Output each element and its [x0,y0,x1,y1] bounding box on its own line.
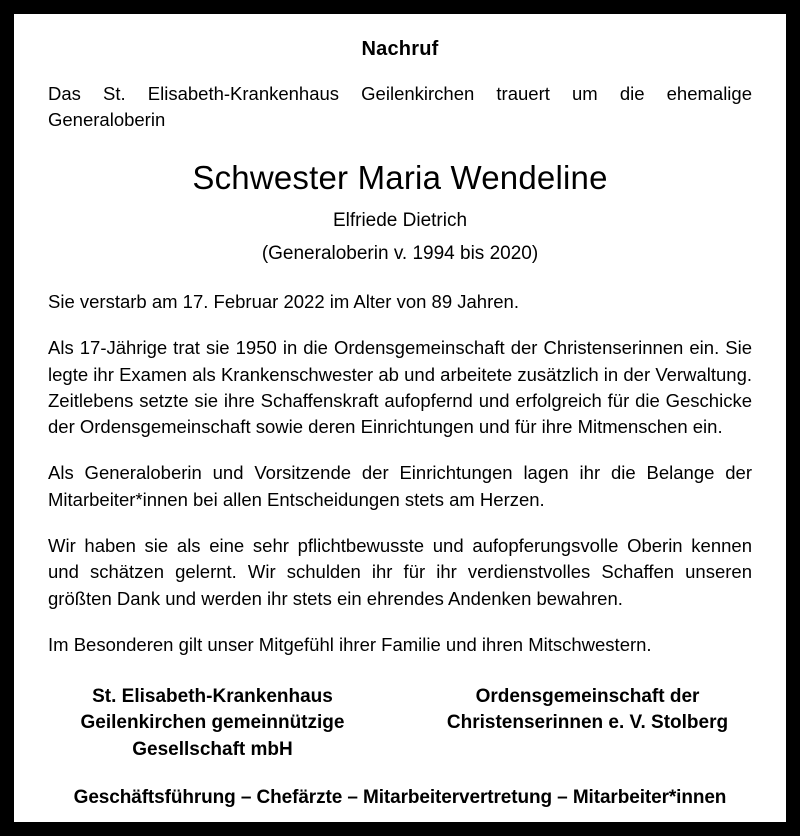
intro-paragraph: Das St. Elisabeth-Krankenhaus Geilenkirchen trauert um die ehemalige Generaloberin [48,83,752,131]
signatory-footer: Geschäftsführung – Chefärzte – Mitarbeitervertretung – Mitarbeiter*innen [73,786,727,808]
signer-hospital: St. Elisabeth-Krankenhaus Geilenkirchen gemeinnützige Gesellschaft mbH [80,686,345,760]
signer-order: Ordensgemeinschaft der Christenserinnen e. V. Stolberg [446,686,729,734]
signers-row [48,684,752,763]
biography-paragraph-3: Wir haben sie als eine sehr pflichtbewusste und aufopferungsvolle Oberin kennen und schätzen gelernt. Wir schulden ihr für ihr verdienstvolles Schaffen unseren größten Dank und werden ihr stets ein ehrendes Andenken bewahren. [48,535,752,609]
notice-heading: Nachruf [361,38,439,60]
biography-paragraph-4: Im Besonderen gilt unser Mitgefühl ihrer Familie und ihren Mitschwestern. [48,633,652,655]
deceased-role: (Generaloberin v. 1994 bis 2020) [261,242,539,264]
deceased-civil-name: Elfriede Dietrich [332,209,468,231]
biography-paragraph-2: Als Generaloberin und Vorsitzende der Einrichtungen lagen ihr die Belange der Mitarbeiter*innen bei allen Entscheidungen stets am Herzen. [48,462,752,510]
deceased-name-block [48,160,752,266]
deceased-religious-name: Schwester Maria Wendeline [192,158,608,196]
death-line: Sie verstarb am 17. Februar 2022 im Alter von 89 Jahren. [48,291,519,313]
biography-paragraph-1: Als 17-Jährige trat sie 1950 in die Ordensgemeinschaft der Christenserinnen ein. Sie legte ihr Examen als Krankenschwester ab und arbeitete zusätzlich in der Verwaltung. Zeitlebens setzte sie ihre Schaffenskraft aufopfernd und erfolgreich für die Geschicke der Ordensgemeinschaft sowie deren Einrichtungen und für ihre Mitmenschen ein. [48,337,752,438]
